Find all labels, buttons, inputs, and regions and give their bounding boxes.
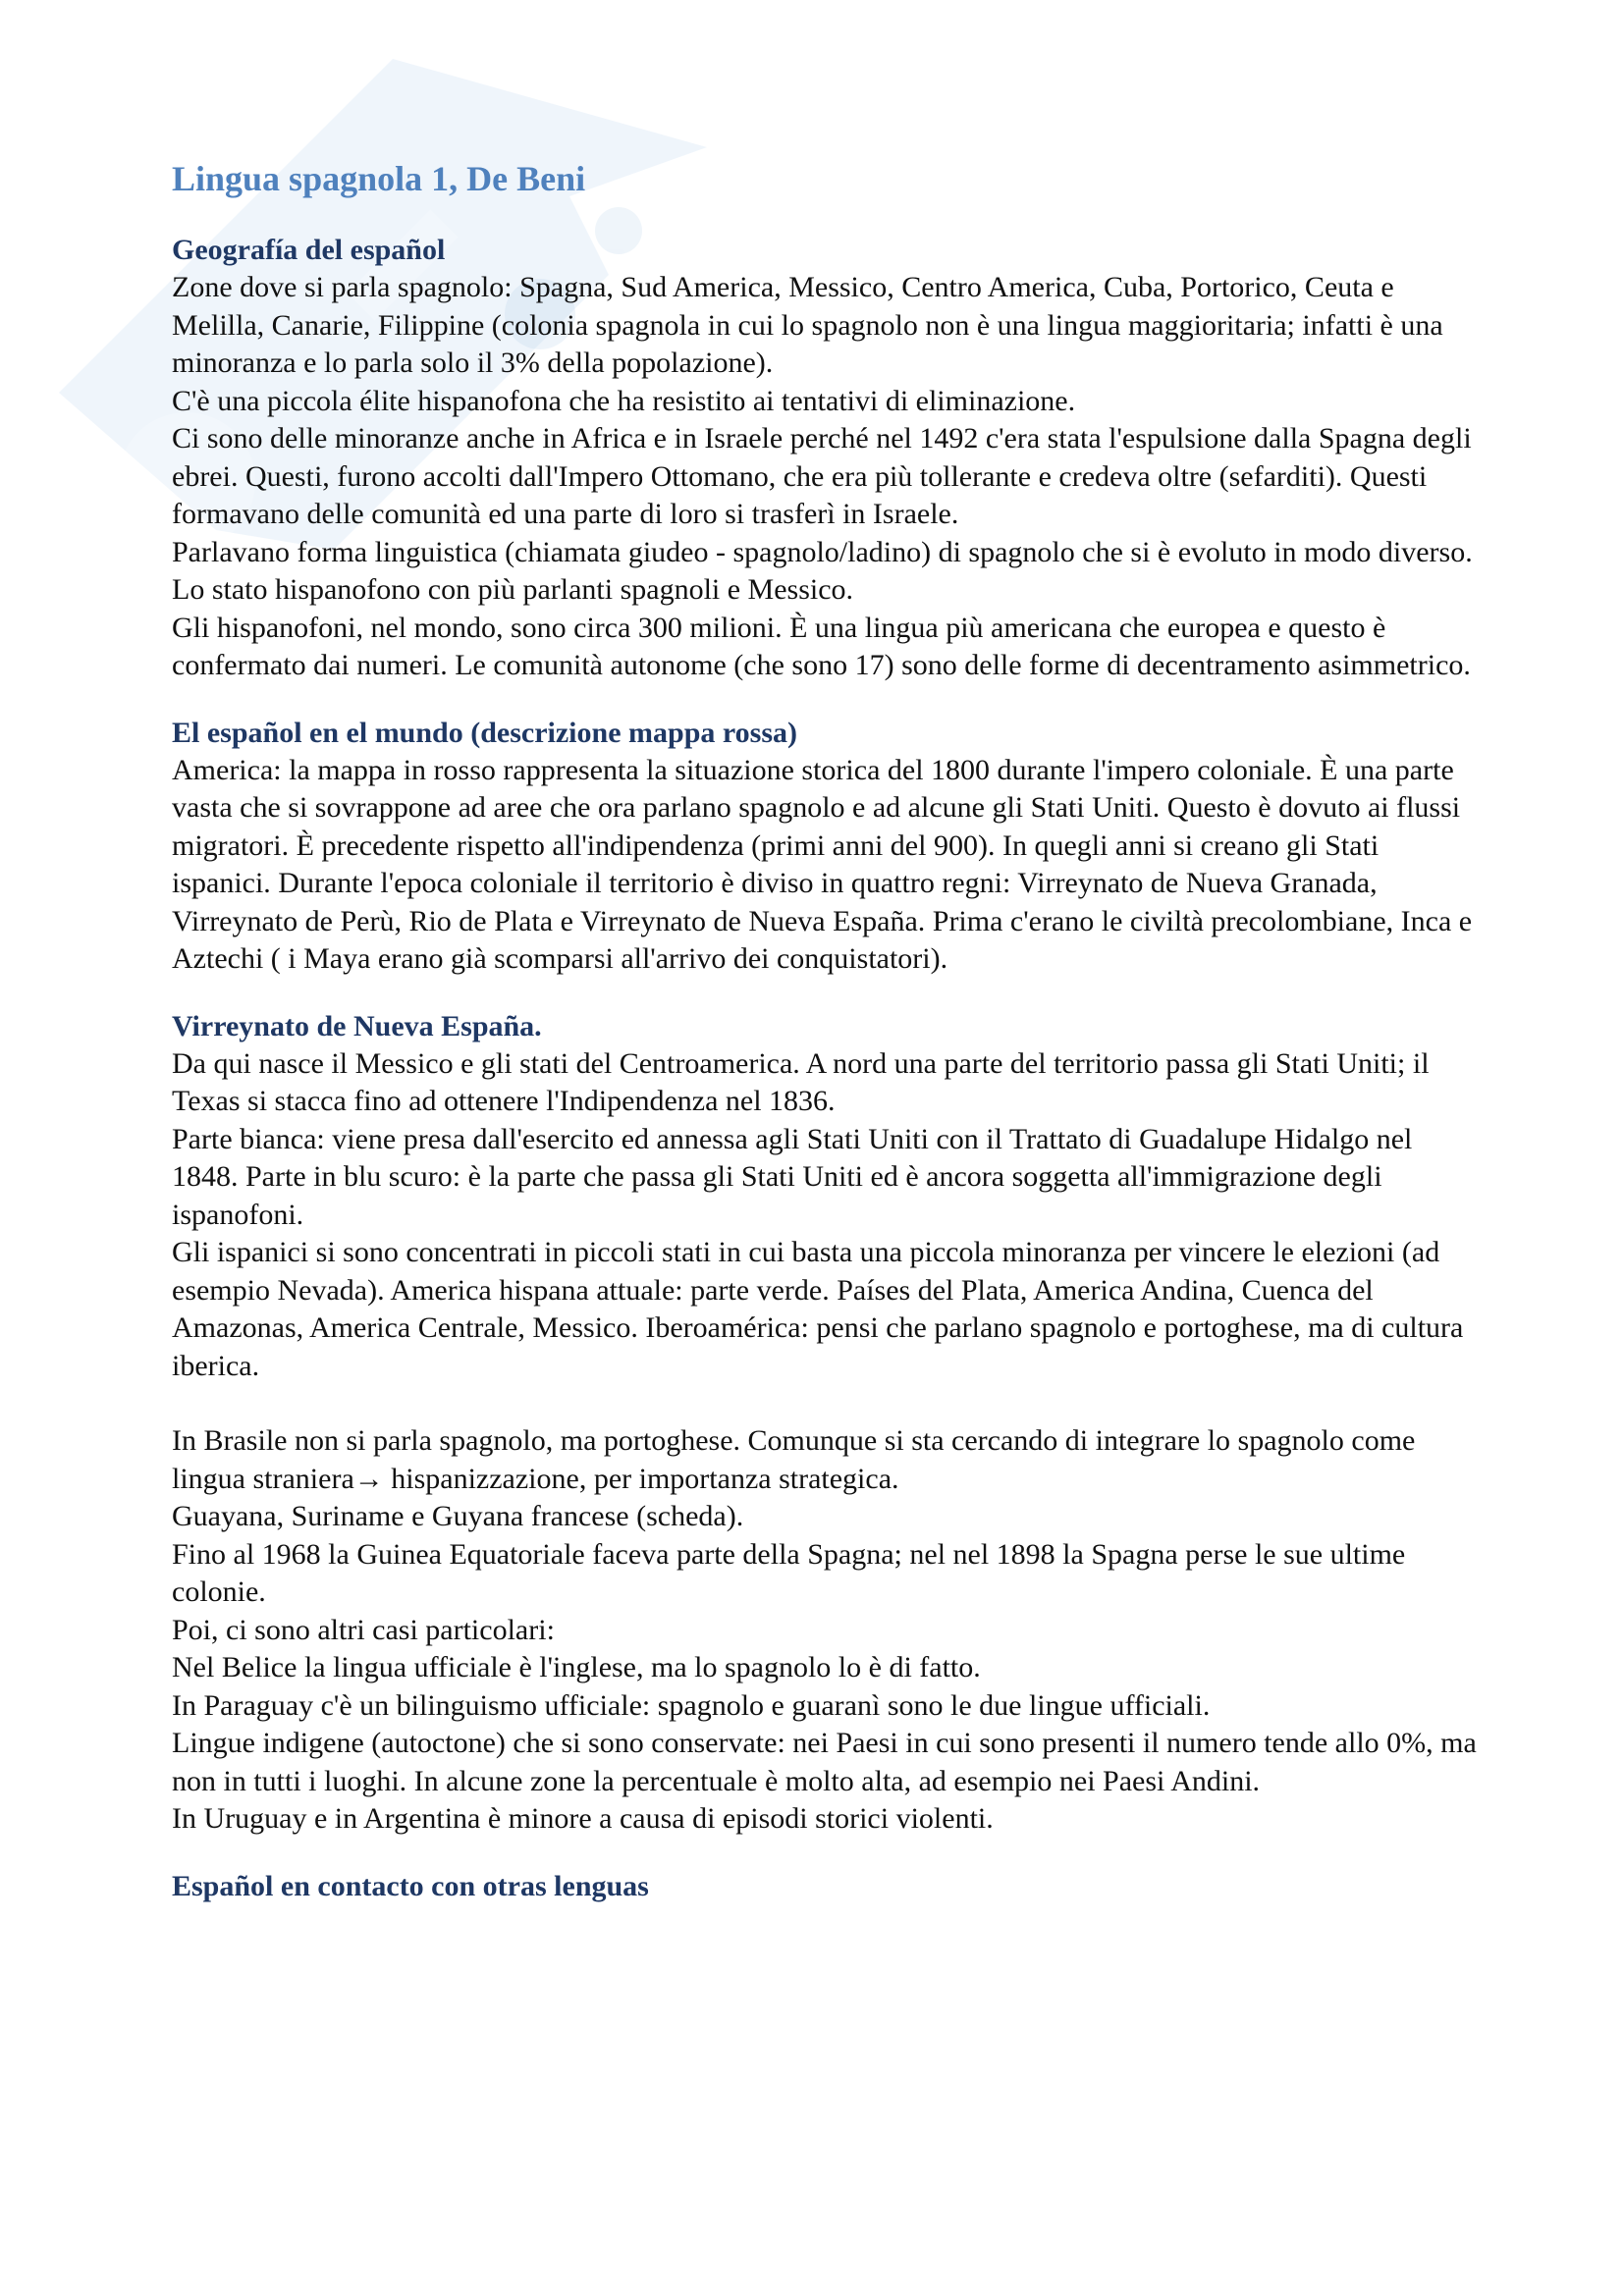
section-espanol-en-contacto xyxy=(172,1868,1478,1905)
paragraph: Parlavano forma linguistica (chiamata giudeo - spagnolo/ladino) di spagnolo che si è evoluto in modo diverso. xyxy=(172,535,1473,568)
spacer xyxy=(172,685,1478,715)
document-page xyxy=(172,157,1478,1905)
paragraph: Poi, ci sono altri casi particolari: xyxy=(172,1613,555,1646)
paragraph: Ci sono delle minoranze anche in Africa e in Israele perché nel 1492 c'era stata l'espulsione dalla Spagna degli ebrei. Questi, furono accolti dall'Impero Ottomano, che era più tollerante e credeva oltre (sefarditi). Questi formavano delle comunità ed una parte di loro si trasferì in Israele. xyxy=(172,422,1472,530)
paragraph: Gli ispanici si sono concentrati in piccoli stati in cui basta una piccola minoranza per vincere le elezioni (ad esempio Nevada). America hispana attuale: parte verde. Países del Plata, America Andina, Cuenca del Amazonas, America Centrale, Messico. Iberoamérica: pensi che parlano spagnolo e portoghese, ma di cultura iberica. xyxy=(172,1236,1464,1382)
paragraph: Zone dove si parla spagnolo: Spagna, Sud America, Messico, Centro America, Cuba, Portorico, Ceuta e Melilla, Canarie, Filippine (colonia spagnola in cui lo spagnolo non è una lingua maggioritaria; infatti è una minoranza e lo parla solo il 3% della popolazione). xyxy=(172,271,1443,379)
paragraph: Lingue indigene (autoctone) che si sono conservate: nei Paesi in cui sono presenti il numero tende allo 0%, ma non in tutti i luoghi. In alcune zone la percentuale è molto alta, ad esempio nei Paesi Andini. xyxy=(172,1727,1477,1797)
spacer xyxy=(172,1385,1478,1422)
paragraph: Gli hispanofoni, nel mondo, sono circa 300 milioni. È una lingua più americana che europea e questo è confermato dai numeri. Le comunità autonome (che sono 17) sono delle forme di decentramento asimmetrico. xyxy=(172,611,1471,681)
spacer xyxy=(172,979,1478,1008)
document-title: Lingua spagnola 1, De Beni xyxy=(172,159,586,198)
paragraph: In Paraguay c'è un bilinguismo ufficiale: spagnolo e guaranì sono le due lingue ufficiali. xyxy=(172,1688,1211,1722)
paragraph: America: la mappa in rosso rappresenta la situazione storica del 1800 durante l'impero coloniale. È una parte vasta che si sovrappone ad aree che ora parlano spagnolo e ad alcune gli Stati Uniti. Questo è dovuto ai flussi migratori. È precedente rispetto all'indipendenza (primi anni del 900). In quegli anni si creano gli Stati ispanici. Durante l'epoca coloniale il territorio è diviso in quattro regni: Virreynato de Nueva Granada, Virreynato de Perù, Rio de Plata e Virreynato de Nueva España. Prima c'erano le civiltà precolombiane, Inca e Aztechi ( i Maya erano già scomparsi all'arrivo dei conquistatori). xyxy=(172,753,1473,975)
paragraph: Guayana, Suriname e Guyana francese (scheda). xyxy=(172,1500,744,1532)
section-virreynato xyxy=(172,1008,1478,1839)
paragraph: Fino al 1968 la Guinea Equatoriale faceva parte della Spagna; nel nel 1898 la Spagna perse le sue ultime colonie. xyxy=(172,1537,1406,1608)
paragraph: C'è una piccola élite hispanofona che ha resistito ai tentativi di eliminazione. xyxy=(172,384,1076,417)
paragraph: Lo stato hispanofono con più parlanti spagnoli e Messico. xyxy=(172,573,854,606)
section-heading: Español en contacto con otras lenguas xyxy=(172,1869,649,1902)
section-heading: Virreynato de Nueva España. xyxy=(172,1009,542,1042)
paragraph: In Brasile non si parla spagnolo, ma portoghese. Comunque si sta cercando di integrare lo spagnolo come lingua straniera→ hispanizzazione, per importanza strategica. xyxy=(172,1424,1416,1495)
paragraph: Da qui nasce il Messico e gli stati del Centroamerica. A nord una parte del territorio passa gli Stati Uniti; il Texas si stacca fino ad ottenere l'Indipendenza nel 1836. xyxy=(172,1046,1430,1117)
paragraph: Parte bianca: viene presa dall'esercito ed annessa agli Stati Uniti con il Trattato di Guadalupe Hidalgo nel 1848. Parte in blu scuro: è la parte che passa gli Stati Uniti ed è ancora soggetta all'immigrazione degli ispanofoni. xyxy=(172,1122,1413,1231)
paragraph: Nel Belice la lingua ufficiale è l'inglese, ma lo spagnolo lo è di fatto. xyxy=(172,1651,981,1683)
section-geografia xyxy=(172,232,1478,685)
section-espanol-en-el-mundo xyxy=(172,715,1478,979)
spacer xyxy=(172,1839,1478,1868)
section-heading: El español en el mundo (descrizione mappa rossa) xyxy=(172,716,797,749)
paragraph: In Uruguay e in Argentina è minore a causa di episodi storici violenti. xyxy=(172,1802,994,1835)
section-heading: Geografía del español xyxy=(172,234,446,266)
